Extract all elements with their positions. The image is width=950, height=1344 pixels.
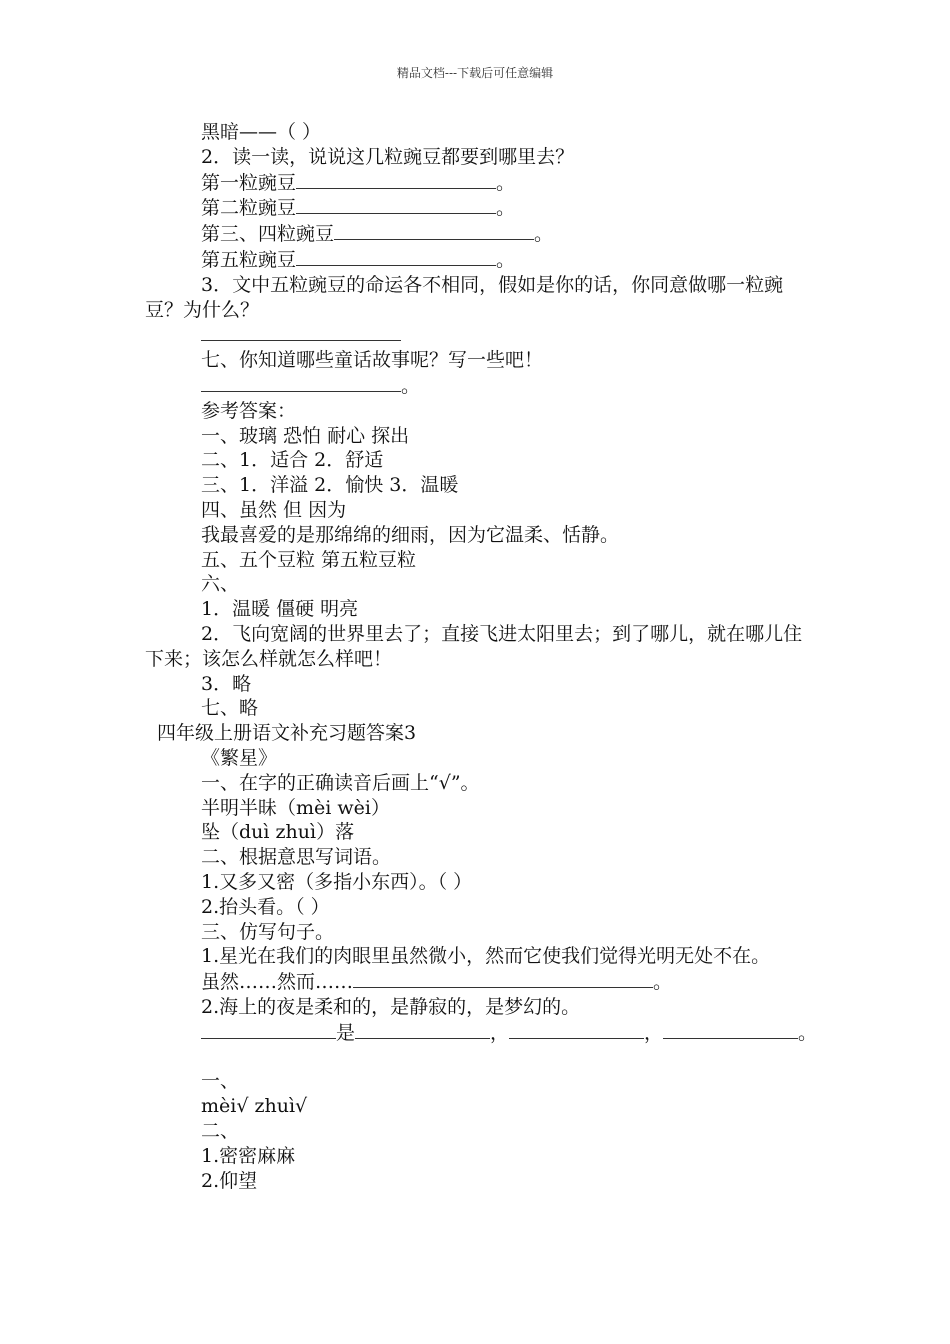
period: 。	[653, 971, 673, 994]
answer-item: 一、	[201, 1070, 240, 1093]
answer-line	[145, 373, 815, 399]
question: 三、仿写句子。	[201, 920, 335, 943]
period: 。	[496, 171, 516, 194]
answer-item: 五、五个豆粒 第五粒豆粒	[201, 548, 417, 571]
blank-underline[interactable]	[663, 1020, 798, 1039]
answer-item: mèi√ zhuì√	[201, 1095, 308, 1118]
label: 第二粒豌豆	[201, 197, 297, 220]
text-line: 黑暗——（ ）	[201, 121, 322, 143]
fill-line	[145, 195, 815, 221]
answer-item: 2.仰望	[201, 1169, 258, 1192]
fill-line	[145, 221, 815, 247]
question-item: 半明半昧（mèi wèi）	[201, 796, 390, 819]
section-heading: 参考答案：	[201, 399, 297, 422]
period: 。	[798, 1021, 818, 1044]
period: 。	[534, 223, 554, 246]
blank-underline[interactable]	[509, 1020, 644, 1039]
label: 第一粒豌豆	[201, 171, 297, 194]
answer-item: 七、略	[201, 697, 259, 720]
blank-underline[interactable]	[353, 969, 653, 988]
question-paragraph: 3．文中五粒豌豆的命运各不相同，假如是你的话，你同意做哪一粒豌豆？为什么？	[145, 273, 784, 321]
blank-underline[interactable]	[355, 1020, 490, 1039]
answer-item: 二、1．适合 2．舒适	[201, 449, 384, 472]
blank-underline[interactable]	[296, 247, 496, 266]
question: 二、根据意思写词语。	[201, 846, 392, 869]
answer-item: 1．温暖 僵硬 明亮	[201, 598, 359, 621]
question-item: 2.海上的夜是柔和的，是静寂的，是梦幻的。	[201, 995, 581, 1018]
blank-underline[interactable]	[296, 195, 496, 214]
answer-item: 一、玻璃 恐怕 耐心 探出	[201, 424, 410, 447]
fill-line	[145, 1020, 818, 1046]
answer-item: 1.密密麻麻	[201, 1144, 296, 1167]
blank-underline[interactable]	[296, 170, 496, 189]
blank-underline[interactable]	[201, 1020, 336, 1039]
blank-underline[interactable]	[201, 322, 401, 341]
period: 。	[401, 374, 421, 397]
label: 第五粒豌豆	[201, 248, 297, 271]
question-item: 1.又多又密（多指小东西）。（ ）	[201, 870, 473, 893]
question: 一、在字的正确读音后画上“√”。	[201, 771, 480, 794]
period: 。	[496, 197, 516, 220]
label: 虽然……然而……	[201, 971, 354, 994]
question: 2．读一读，说说这几粒豌豆都要到哪里去？	[201, 145, 575, 168]
answer-item: 3．略	[201, 672, 252, 695]
blank-underline[interactable]	[334, 221, 534, 240]
page-header: 精品文档---下载后可任意编辑	[396, 66, 554, 80]
question-item: 坠（duì zhuì）落	[201, 821, 355, 844]
fill-line	[145, 170, 815, 196]
answer-item: 四、虽然 但 因为	[201, 498, 347, 521]
answer-paragraph: 2．飞向宽阔的世界里去了；直接飞进太阳里去；到了哪儿，就在哪儿住下来；该怎么样就怎么样吧！	[145, 622, 803, 670]
answer-line	[145, 322, 815, 348]
comma: ，	[644, 1021, 664, 1044]
document-title: 四年级上册语文补充习题答案3	[157, 722, 417, 745]
question-item: 2.抬头看。（ ）	[201, 895, 330, 918]
answer-item: 三、1．洋溢 2．愉快 3．温暖	[201, 474, 459, 497]
blank-underline[interactable]	[201, 373, 401, 392]
label: 是	[336, 1021, 356, 1044]
fill-line	[145, 969, 815, 995]
question: 七、你知道哪些童话故事呢？写一些吧！	[201, 349, 544, 372]
comma: ，	[490, 1021, 510, 1044]
answer-item: 我最喜爱的是那绵绵的细雨，因为它温柔、恬静。	[201, 523, 620, 546]
document-body	[145, 120, 818, 1193]
lesson-title: 《繁星》	[201, 746, 278, 769]
answer-item: 六、	[201, 573, 240, 596]
answer-item: 二、	[201, 1120, 240, 1143]
period: 。	[496, 248, 516, 271]
fill-line	[145, 247, 815, 273]
question-paragraph: 1.星光在我们的肉眼里虽然微小，然而它使我们觉得光明无处不在。	[201, 945, 771, 968]
spacer	[145, 1045, 815, 1069]
label: 第三、四粒豌豆	[201, 223, 335, 246]
